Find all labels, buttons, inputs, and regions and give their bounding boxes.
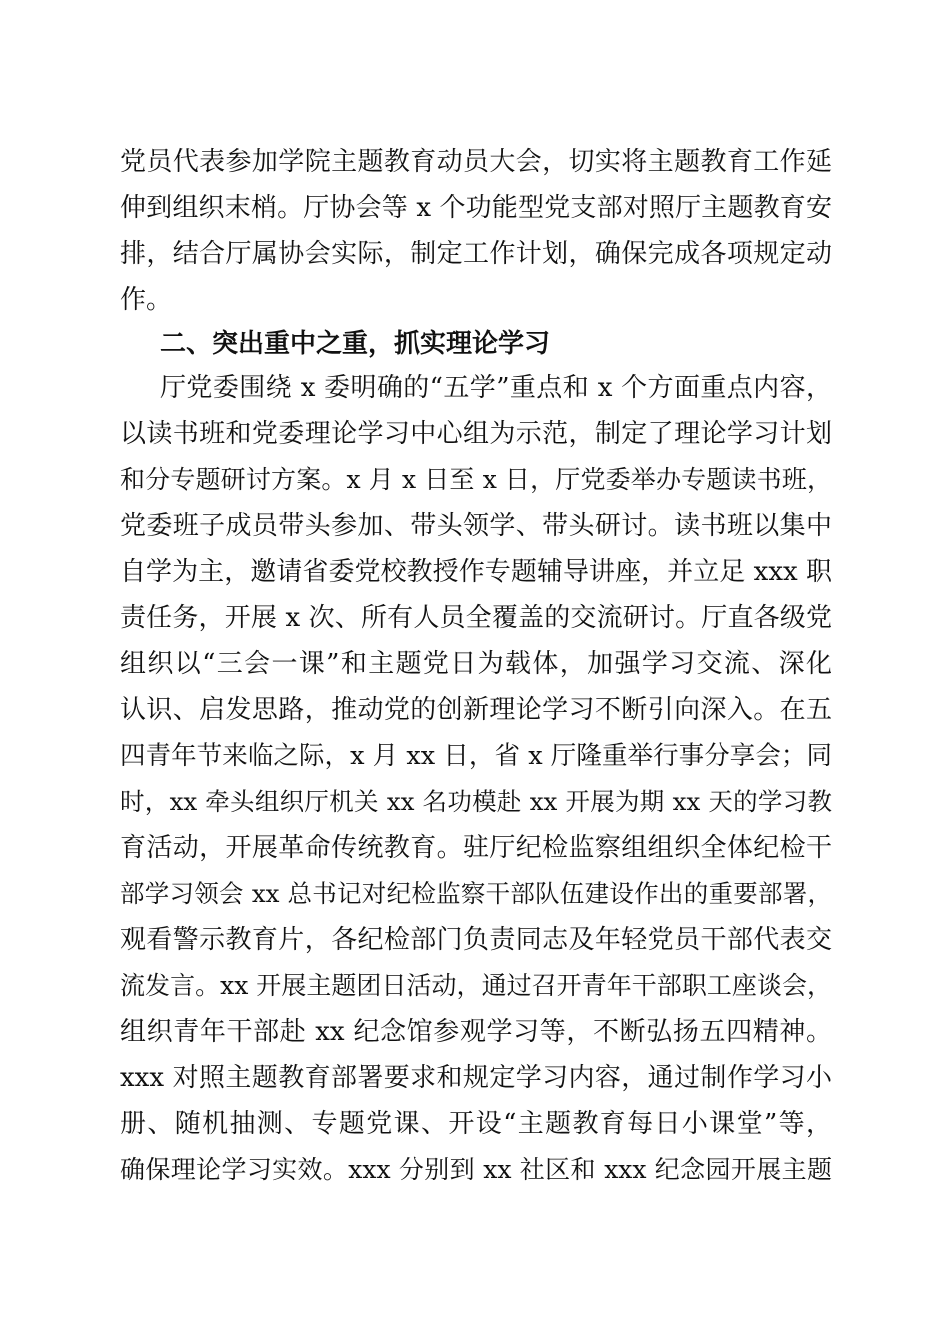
paragraph2-line-7: 组织以“三会一课”和主题党日为载体，加强学习交流、深化 — [120, 649, 832, 679]
paragraph2-line-3: 和分专题研讨方案。x 月 x 日至 x 日，厅党委举办专题读书班， — [120, 465, 832, 494]
section-heading: 二、突出重中之重，抓实理论学习 — [160, 329, 551, 359]
paragraph2-line-6: 责任务，开展 x 次、所有人员全覆盖的交流研讨。厅直各级党 — [120, 603, 832, 633]
paragraph2-line-2: 以读书班和党委理论学习中心组为示范，制定了理论学习计划 — [120, 419, 832, 449]
paragraph2-line-12: 部学习领会 xx 总书记对纪检监察干部队伍建设作出的重要部署， — [120, 879, 832, 908]
paragraph2-line-5: 自学为主，邀请省委党校教授作专题辅导讲座，并立足 xxx 职 — [120, 557, 832, 587]
paragraph2-line-15: 组织青年干部赴 xx 纪念馆参观学习等，不断弘扬五四精神。 — [120, 1017, 832, 1047]
paragraph2-line-8: 认识、启发思路，推动党的创新理论学习不断引向深入。在五 — [120, 695, 832, 725]
paragraph2-line-17: 册、随机抽测、专题党课、开设“主题教育每日小课堂”等， — [120, 1109, 832, 1139]
paragraph2-line-13: 观看警示教育片，各纪检部门负责同志及年轻党员干部代表交 — [120, 925, 832, 955]
paragraph2-line-9: 四青年节来临之际，x 月 xx 日，省 x 厅隆重举行事分享会；同 — [120, 741, 832, 771]
paragraph2-line-11: 育活动，开展革命传统教育。驻厅纪检监察组组织全体纪检干 — [120, 833, 832, 863]
paragraph2-line-16: xxx 对照主题教育部署要求和规定学习内容，通过制作学习小 — [120, 1063, 832, 1093]
paragraph2-line-18: 确保理论学习实效。xxx 分别到 xx 社区和 xxx 纪念园开展主题 — [120, 1155, 832, 1184]
paragraph2-line-14: 流发言。xx 开展主题团日活动，通过召开青年干部职工座谈会， — [120, 971, 832, 1000]
paragraph2-line-4: 党委班子成员带头参加、带头领学、带头研讨。读书班以集中 — [120, 511, 832, 541]
paragraph1-line-4: 作。 — [120, 285, 173, 315]
paragraph2-line-1: 厅党委围绕 x 委明确的“五学”重点和 x 个方面重点内容， — [160, 373, 832, 403]
paragraph1-line-2: 伸到组织末梢。厅协会等 x 个功能型党支部对照厅主题教育安 — [120, 193, 832, 223]
paragraph1-line-3: 排，结合厅属协会实际，制定工作计划，确保完成各项规定动 — [120, 239, 832, 269]
paragraph2-line-10: 时，xx 牵头组织厅机关 xx 名功模赴 xx 开展为期 xx 天的学习教 — [120, 787, 832, 816]
paragraph1-line-1: 党员代表参加学院主题教育动员大会，切实将主题教育工作延 — [120, 147, 832, 177]
